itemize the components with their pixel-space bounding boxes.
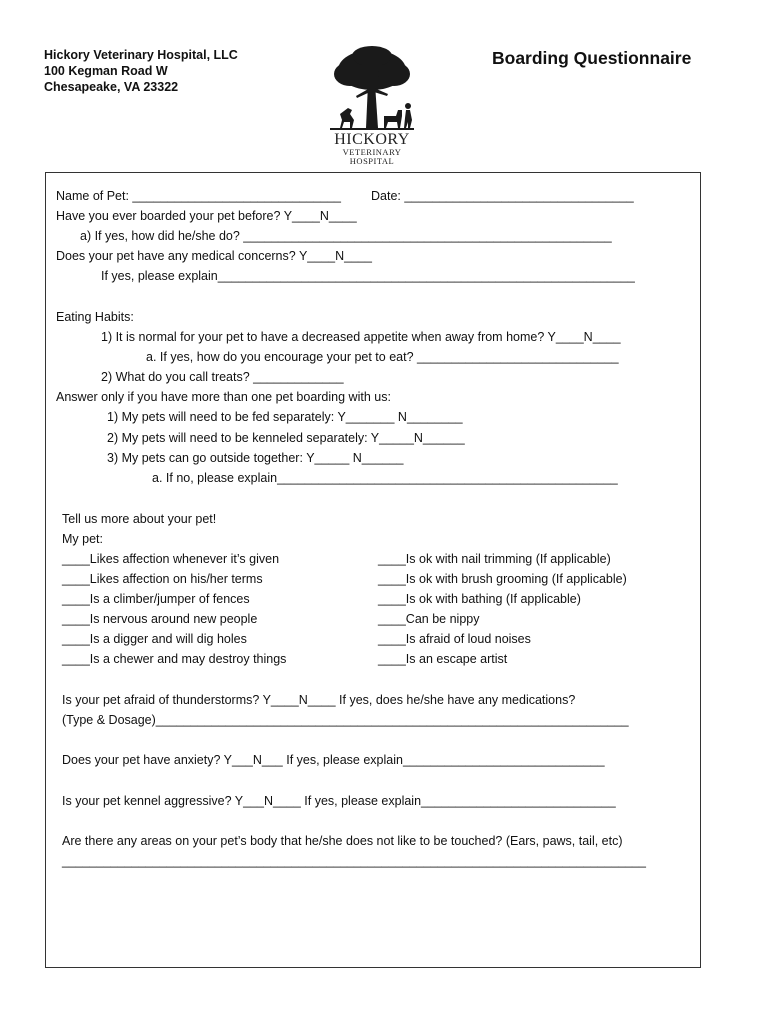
logo-text-hospital: HOSPITAL [349, 155, 395, 166]
trait-right-4[interactable]: ____Can be nippy [378, 612, 480, 626]
eating-question-1[interactable]: 1) It is normal for your pet to have a decreased appetite when away from home? Y____N____ [101, 330, 621, 344]
trait-right-6[interactable]: ____Is an escape artist [378, 652, 508, 666]
touch-areas-question: Are there any areas on your pet’s body that he/she does not like to be touched? (Ears, paws, tail, etc) [62, 834, 623, 848]
logo-text-veterinary: VETERINARY [342, 147, 402, 157]
date-field[interactable]: Date: _________________________________ [371, 189, 634, 203]
multiple-pets-heading: Answer only if you have more than one pet boarding with us: [56, 390, 391, 404]
eating-question-2[interactable]: 2) What do you call treats? _____________ [101, 370, 344, 384]
multi-pets-question-3[interactable]: 3) My pets can go outside together: Y_____ N______ [107, 451, 404, 465]
medical-concerns-question[interactable]: Does your pet have any medical concerns? Y____N____ [56, 249, 372, 263]
hospital-address [44, 47, 238, 95]
type-dosage-field[interactable]: (Type & Dosage)____________________________________________________________________ [62, 713, 629, 727]
trait-right-1[interactable]: ____Is ok with nail trimming (If applicable) [378, 552, 611, 566]
page-title: Boarding Questionnaire [492, 48, 692, 68]
thunderstorms-question[interactable]: Is your pet afraid of thunderstorms? Y____N____ If yes, does he/she have any medications? [62, 693, 576, 707]
address-line-city: Chesapeake, VA 23322 [44, 80, 179, 94]
eating-question-1a[interactable]: a. If yes, how do you encourage your pet to eat? _____________________________ [146, 350, 619, 364]
kennel-aggressive-question[interactable]: Is your pet kennel aggressive? Y___N____ If yes, please explain____________________________ [62, 794, 616, 808]
address-line-name: Hickory Veterinary Hospital, LLC [44, 48, 238, 62]
hospital-logo [326, 44, 418, 166]
multi-pets-question-1[interactable]: 1) My pets will need to be fed separately: Y_______ N________ [107, 410, 463, 424]
logo-text-hickory: HICKORY [334, 131, 410, 148]
trait-left-2[interactable]: ____Likes affection on his/her terms [62, 572, 263, 586]
trait-left-1[interactable]: ____Likes affection whenever it’s given [62, 552, 280, 566]
multi-pets-question-2[interactable]: 2) My pets will need to be kenneled separately: Y_____N______ [107, 431, 465, 445]
trait-left-6[interactable]: ____Is a chewer and may destroy things [62, 652, 287, 666]
address-line-street: 100 Kegman Road W [44, 64, 168, 78]
my-pet-label: My pet: [62, 532, 103, 546]
trait-right-5[interactable]: ____Is afraid of loud noises [378, 632, 531, 646]
boarded-followup-field[interactable]: a) If yes, how did he/she do? _____________________________________________________ [80, 229, 612, 243]
trait-right-2[interactable]: ____Is ok with brush grooming (If applicable) [378, 572, 627, 586]
anxiety-question[interactable]: Does your pet have anxiety? Y___N___ If yes, please explain_____________________________ [62, 753, 605, 767]
tell-us-more-heading: Tell us more about your pet! [62, 512, 217, 526]
touch-areas-answer-line[interactable]: ____________________________________________________________________________________ [62, 854, 646, 868]
multi-pets-question-3a[interactable]: a. If no, please explain_________________________________________________ [152, 471, 618, 485]
boarded-before-question[interactable]: Have you ever boarded your pet before? Y____N____ [56, 209, 357, 223]
trait-left-3[interactable]: ____Is a climber/jumper of fences [62, 592, 250, 606]
tree-with-pets-icon [326, 44, 418, 132]
trait-left-4[interactable]: ____Is nervous around new people [62, 612, 258, 626]
trait-right-3[interactable]: ____Is ok with bathing (If applicable) [378, 592, 581, 606]
medical-explain-field[interactable]: If yes, please explain____________________________________________________________ [101, 269, 635, 283]
name-of-pet-field[interactable]: Name of Pet: ______________________________ [56, 189, 341, 203]
eating-habits-heading: Eating Habits: [56, 310, 134, 324]
trait-left-5[interactable]: ____Is a digger and will dig holes [62, 632, 247, 646]
